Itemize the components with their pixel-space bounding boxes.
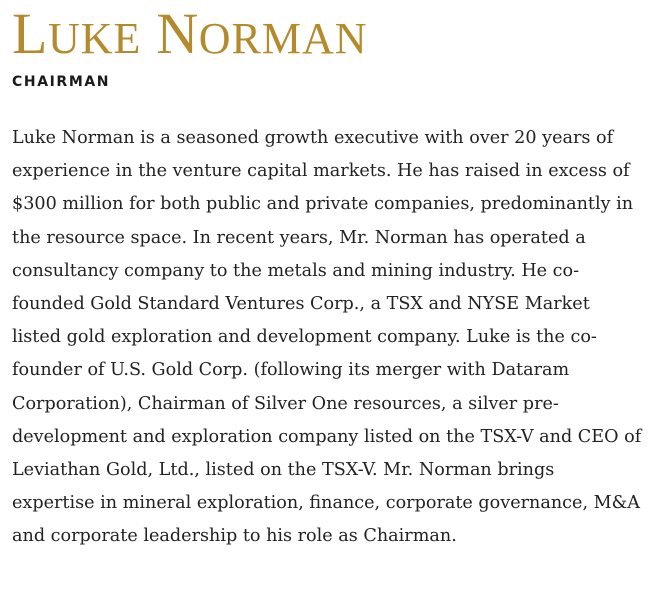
name-last-rest: ORMAN [198, 14, 368, 63]
person-title: CHAIRMAN [12, 74, 111, 90]
name-first-rest: UKE [47, 14, 142, 63]
name-first-initial: L [12, 1, 48, 66]
person-bio: Luke Norman is a seasoned growth executive with over 20 years of experience in the venture capital markets. He has raised in excess of $300 million for both public and private companies, predominantly in the resource space. In recent years, Mr. Norman has operated a consultancy company to the metals and mining industry. He co-founded Gold Standard Ventures Corp., a TSX and NYSE Market listed gold exploration and development company. Luke is the co-founder of U.S. Gold Corp. (following its merger with Dataram Corporation), Chairman of Silver One resources, a silver pre-development and exploration company listed on the TSX-V and CEO of Leviathan Gold, Ltd., listed on the TSX-V. Mr. Norman brings expertise in mineral exploration, finance, corporate governance, M&A and corporate leadership to his role as Chairman. [12, 128, 642, 547]
profile-card [12, 0, 642, 571]
person-name [12, 2, 642, 71]
name-last-initial: N [156, 1, 199, 66]
